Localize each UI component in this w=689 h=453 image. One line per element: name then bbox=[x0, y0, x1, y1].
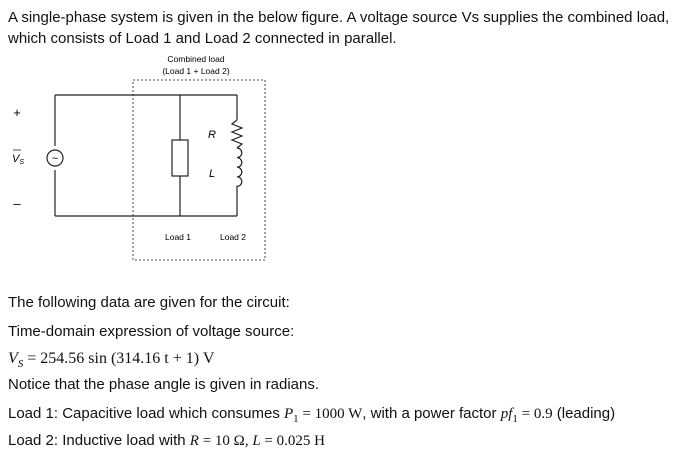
inductor-symbol bbox=[237, 148, 242, 191]
problem-intro: A single-phase system is given in the below figure. A voltage source Vs supplies the combined load, which consists of Load 1 and Load 2 connected in parallel. bbox=[8, 9, 670, 47]
phase-note: Notice that the phase angle is given in radians. bbox=[8, 376, 320, 393]
ac-source-glyph: ~ bbox=[51, 153, 59, 165]
time-domain-label: Time-domain expression of voltage source: bbox=[8, 323, 295, 340]
positive-terminal-label: + bbox=[13, 105, 21, 120]
combined-load-sublabel: (Load 1 + Load 2) bbox=[162, 66, 230, 76]
combined-load-label: Combined load bbox=[167, 54, 225, 64]
resistor-symbol bbox=[232, 120, 242, 148]
load1-element bbox=[172, 140, 188, 176]
voltage-equation: $V_S = 254.56$ sin (314.16 t + 1) V bbox=[8, 350, 215, 371]
load2-description: Load 2: Inductive load with R = 10 Ω, L = 0.025 H bbox=[8, 432, 325, 449]
negative-terminal-label: – bbox=[13, 196, 21, 211]
load1-description: Load 1: Capacitive load which consumes $P_1 = 1000$ W, with a power factor $pf_1 = 0.9$ (leading) bbox=[8, 405, 616, 425]
source-label: VS bbox=[12, 153, 25, 166]
load1-label: Load 1 bbox=[165, 232, 191, 242]
circuit-wires bbox=[55, 95, 237, 216]
given-data-intro: The following data are given for the circuit: bbox=[8, 294, 290, 311]
load2-label: Load 2 bbox=[220, 232, 246, 242]
inductor-label: L bbox=[208, 168, 216, 180]
resistor-label: R bbox=[208, 129, 216, 141]
